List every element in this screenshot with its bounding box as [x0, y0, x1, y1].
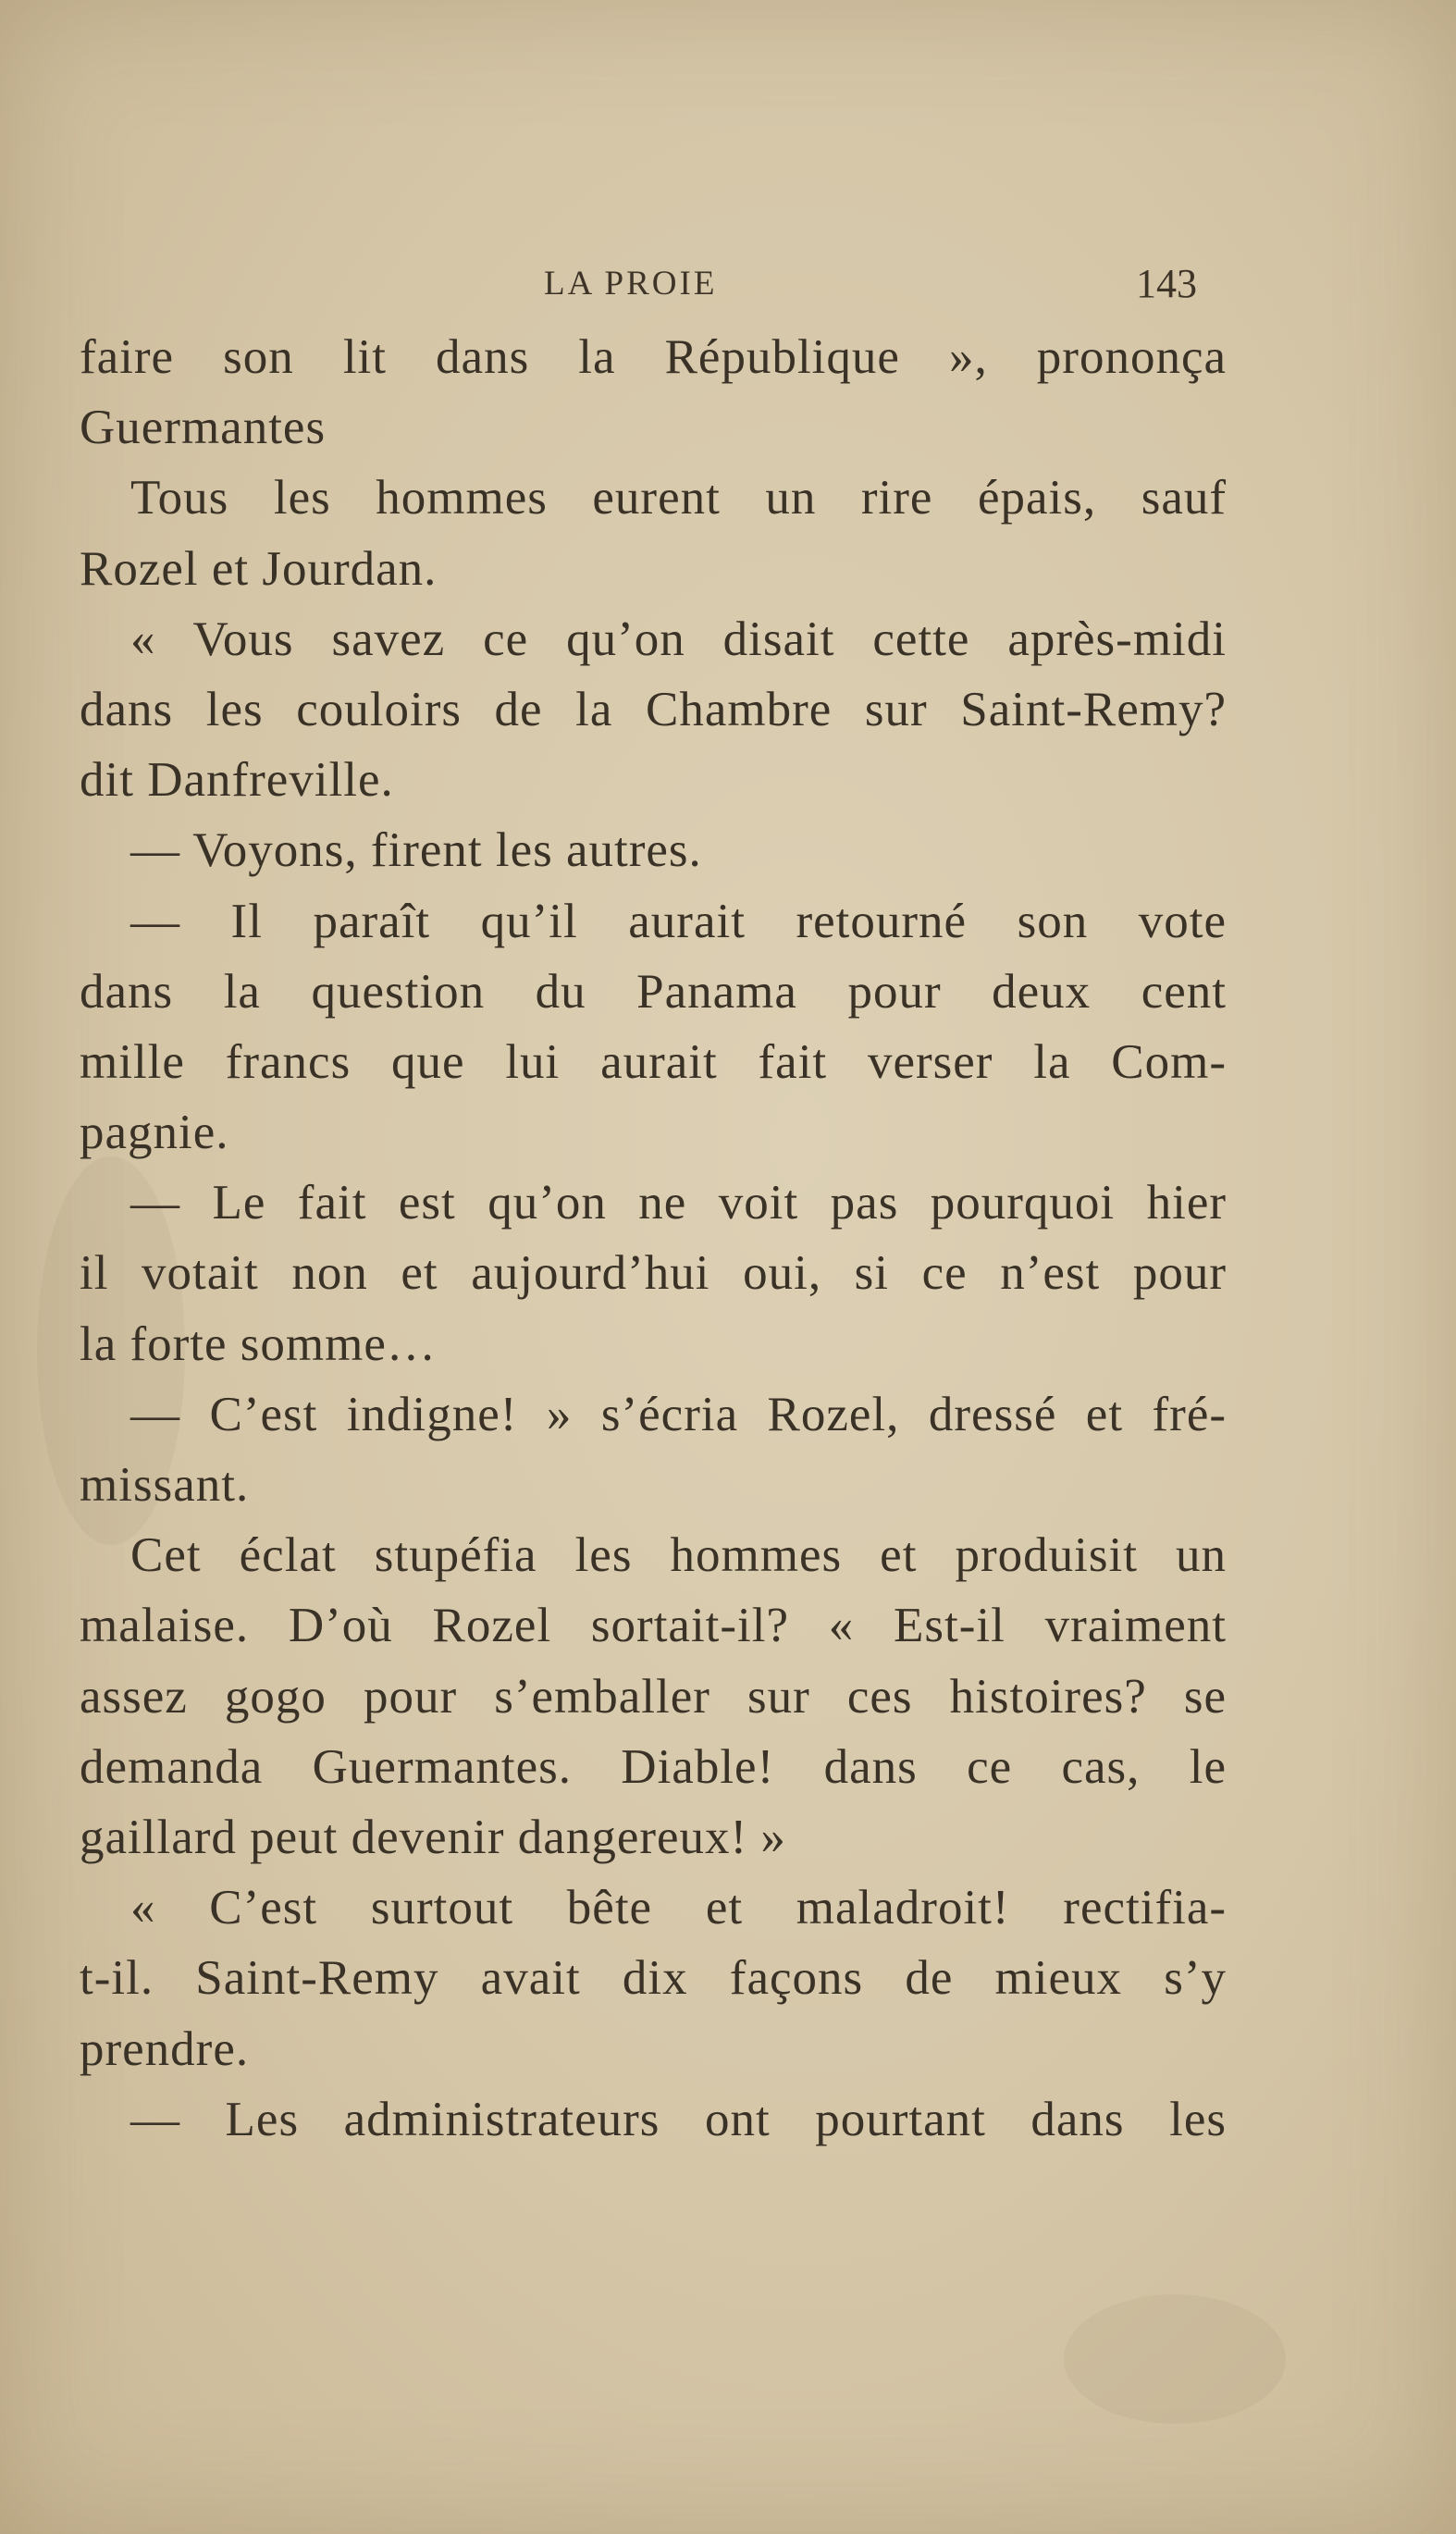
text-line: missant.	[80, 1458, 250, 1512]
text-line: dans les couloirs de la Chambre sur Saint-Remy?	[80, 682, 1227, 736]
text-line: — C’est indigne! » s’écria Rozel, dressé et fré-	[130, 1387, 1227, 1441]
text-line: dans la question du Panama pour deux cent	[80, 964, 1227, 1019]
text-line: dit Danfreville.	[80, 753, 394, 808]
text-line: prendre.	[80, 2021, 250, 2076]
text-line: — Les administrateurs ont pourtant dans les	[130, 2092, 1227, 2146]
running-title: LA PROIE	[544, 265, 718, 303]
text-line: Tous les hommes eurent un rire épais, sauf	[130, 471, 1227, 525]
text-line: pagnie.	[80, 1106, 229, 1160]
body-text	[80, 322, 1227, 2155]
text-line: malaise. D’où Rozel sortait-il? « Est-il vraiment	[80, 1599, 1227, 1653]
text-line: Cet éclat stupéfia les hommes et produisit un	[130, 1528, 1227, 1583]
running-header	[0, 261, 1456, 310]
text-line: — Le fait est qu’on ne voit pas pourquoi hier	[130, 1176, 1227, 1230]
text-line: « C’est surtout bête et maladroit! rectifia-	[130, 1881, 1227, 1935]
text-line: « Vous savez ce qu’on disait cette après-midi	[130, 612, 1227, 666]
text-line: mille francs que lui aurait fait verser la Com-	[80, 1034, 1227, 1089]
page-number: 143	[1136, 261, 1197, 306]
text-line: demanda Guermantes. Diable! dans ce cas, le	[80, 1739, 1227, 1794]
text-line: gaillard peut devenir dangereux! »	[80, 1810, 786, 1864]
text-line: Guermantes	[80, 401, 327, 455]
text-line: — Voyons, firent les autres.	[130, 823, 702, 878]
text-line: la forte somme…	[80, 1316, 437, 1371]
text-line: t-il. Saint-Remy avait dix façons de mieux s’y	[80, 1951, 1227, 2006]
text-line: faire son lit dans la République », prononça	[80, 330, 1227, 384]
text-line: — Il paraît qu’il aurait retourné son vote	[130, 894, 1227, 948]
text-line: Rozel et Jourdan.	[80, 541, 438, 596]
paper-stain	[1064, 2294, 1286, 2424]
text-line: assez gogo pour s’emballer sur ces histoires? se	[80, 1669, 1227, 1724]
text-line: il votait non et aujourd’hui oui, si ce n’est pour	[80, 1246, 1227, 1301]
